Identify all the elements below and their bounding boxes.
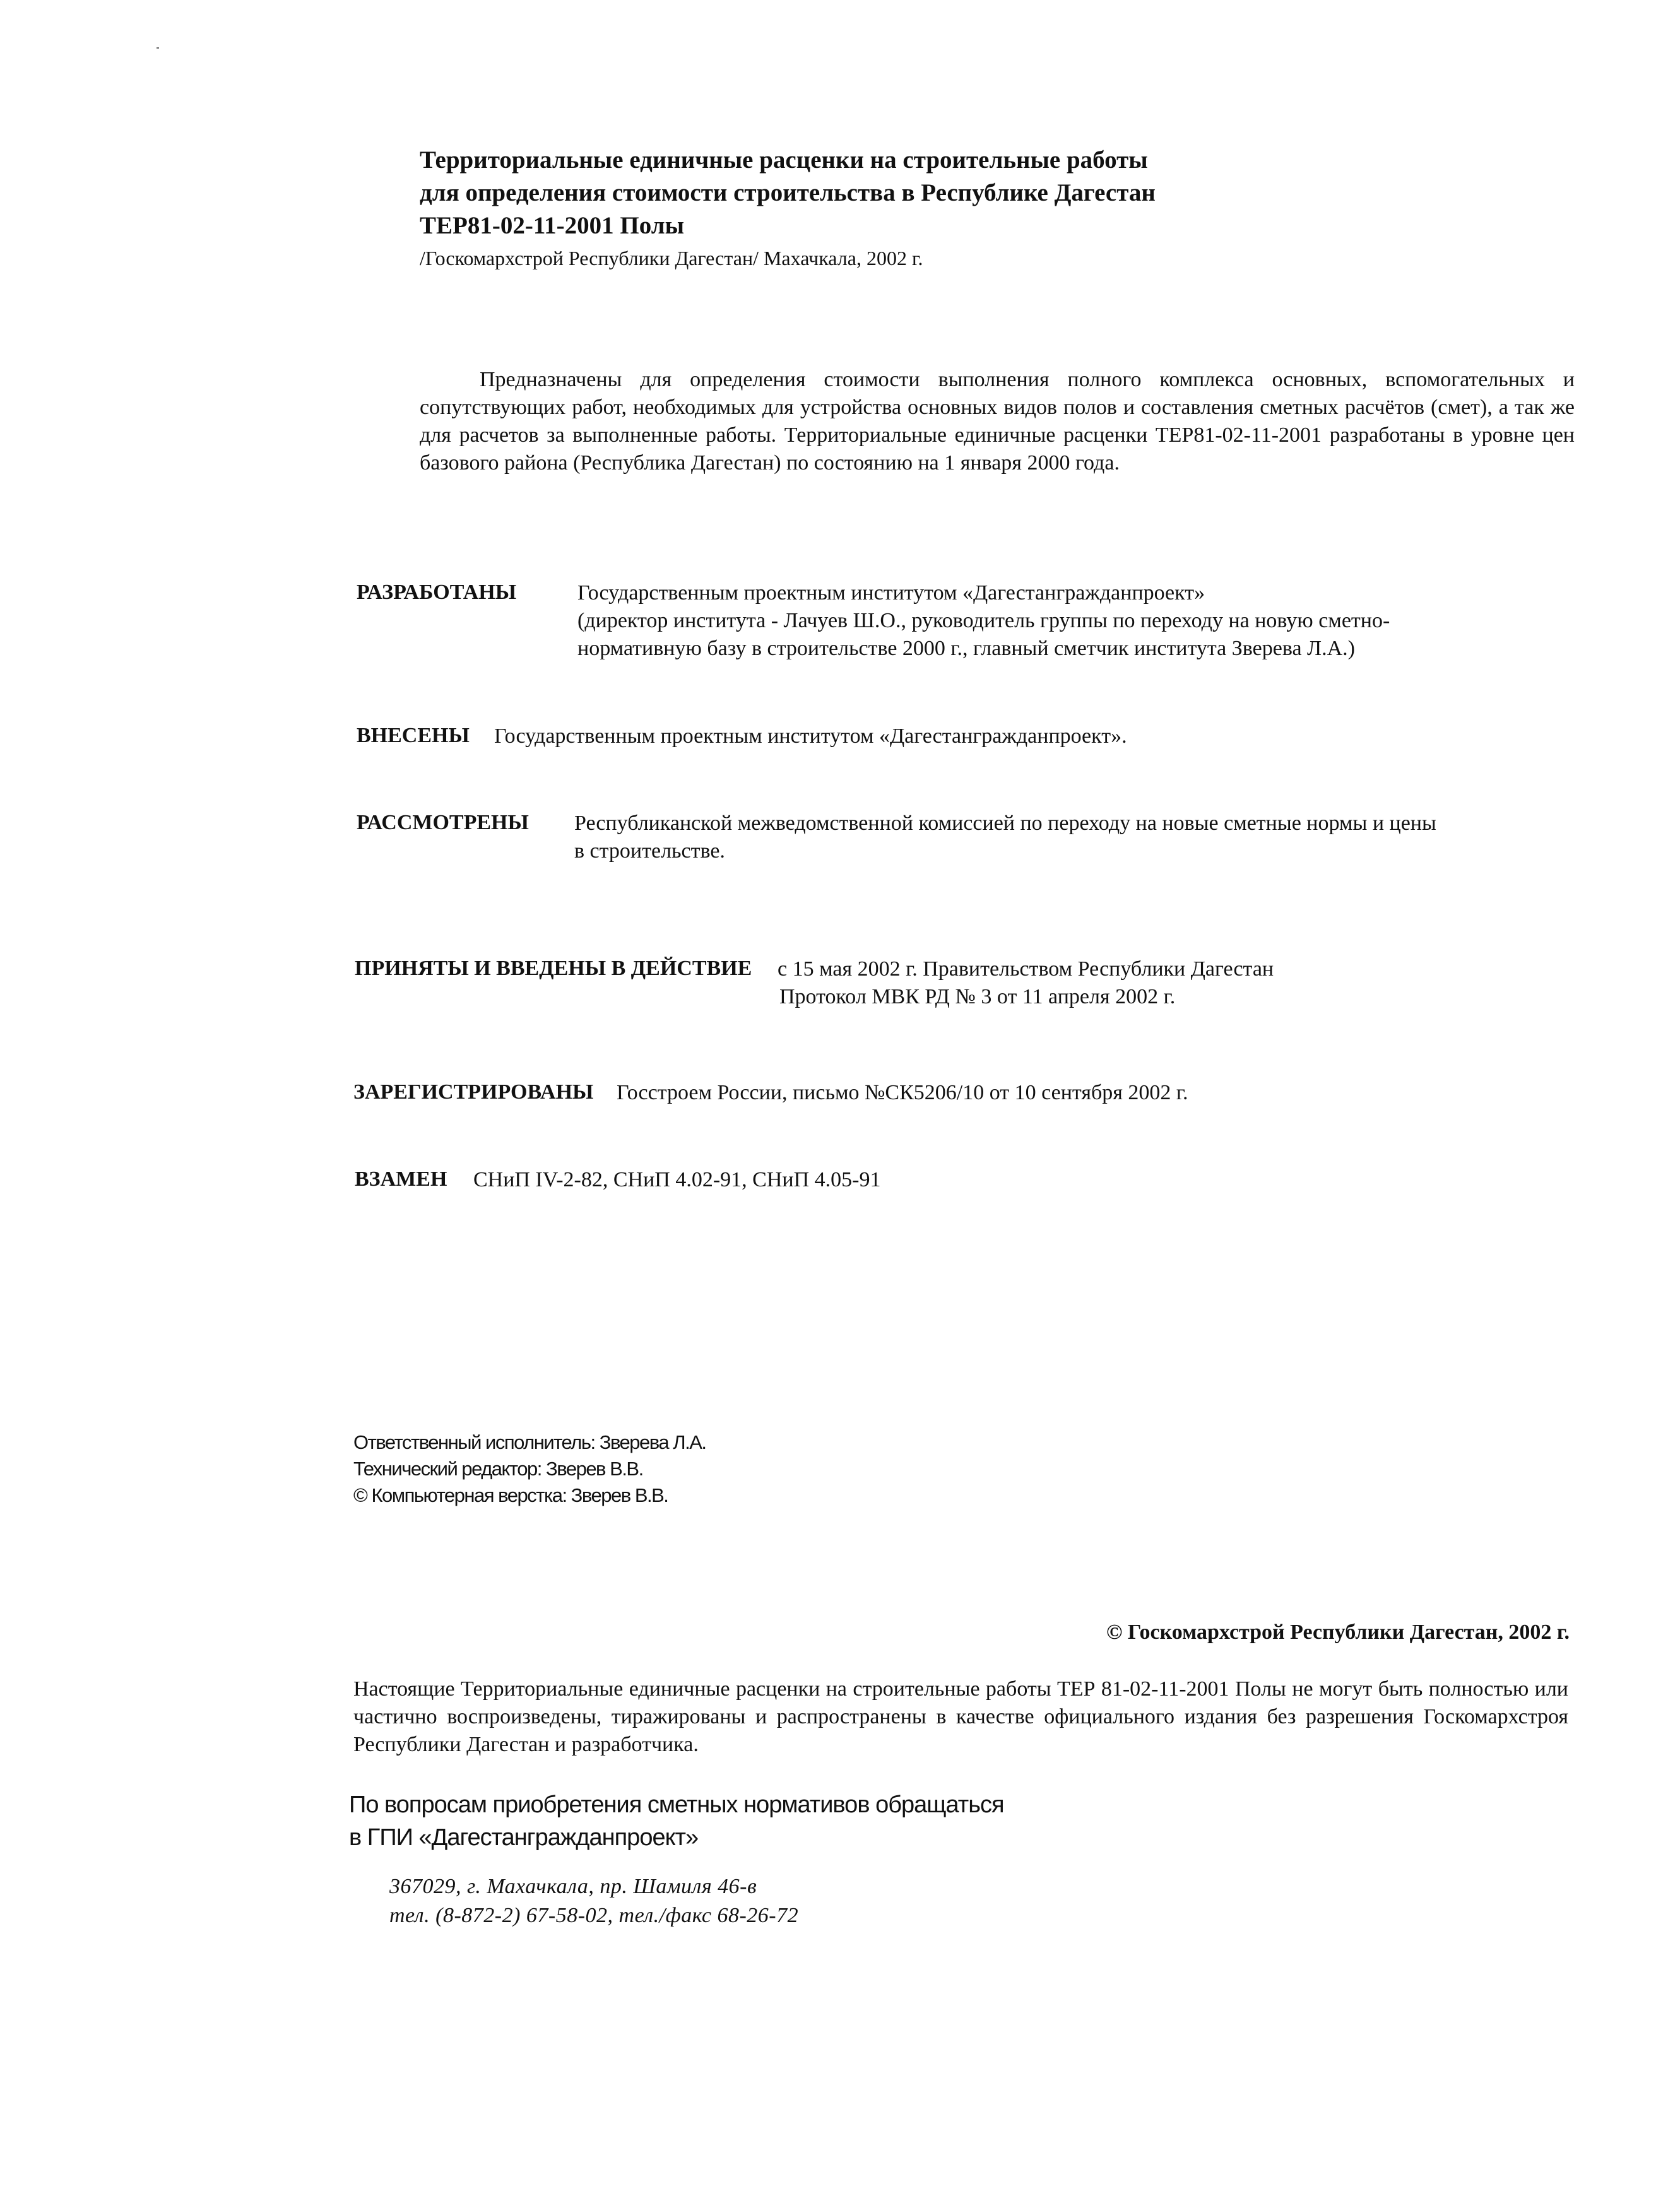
credit-tech-editor: Технический редактор: Зверев В.В. bbox=[353, 1458, 643, 1480]
contact-phone: тел. (8-872-2) 67-58-02, тел./факс 68-26-72 bbox=[389, 1904, 799, 1927]
contact-address-block bbox=[389, 1872, 798, 1930]
developed-line-1: Государственным проектным институтом «Дагестангражданпроект» bbox=[577, 581, 1205, 605]
scan-artifact bbox=[157, 47, 159, 49]
document-title-line-2: для определения стоимости строительства в Республике Дагестан bbox=[420, 179, 1156, 206]
adopted-line-1: с 15 мая 2002 г. Правительством Республики Дагестан bbox=[778, 957, 1274, 981]
intro-paragraph: Предназначены для определения стоимости выполнения полного комплекса основных, вспомогательных и сопутствующих работ, необходимых для устройства основных видов полов и составления сметных расчётов (смет), а так же для расчетов за выполненные работы. Территориальные единичные расценки ТЕР81-02-11-2001 разработаны в уровне цен базового района (Республика Дагестан) по состоянию на 1 января 2000 года. bbox=[420, 368, 1575, 475]
copyright-line: © Госкомархстрой Республики Дагестан, 2002 г. bbox=[1106, 1620, 1570, 1644]
adopted-line-2: Протокол МВК РД № 3 от 11 апреля 2002 г. bbox=[779, 985, 1176, 1008]
reviewed-line-1: Республиканской межведомственной комиссией по переходу на новые сметные нормы и цены bbox=[574, 812, 1436, 835]
contact-line-2: в ГПИ «Дагестангражданпроект» bbox=[349, 1824, 699, 1851]
contact-address: 367029, г. Махачкала, пр. Шамиля 46-в bbox=[389, 1875, 757, 1898]
developed-line-2: (директор института - Лачуев Ш.О., руководитель группы по переходу на новую сметно- bbox=[577, 609, 1390, 632]
credit-responsible: Ответственный исполнитель: Зверева Л.А. bbox=[353, 1431, 706, 1453]
replaces-label: ВЗАМЕН bbox=[355, 1167, 447, 1191]
reviewed-text bbox=[574, 810, 1436, 865]
contact-lead bbox=[349, 1788, 1004, 1854]
document-title-line-3: ТЕР81-02-11-2001 Полы bbox=[420, 212, 685, 239]
registered-text: Госстроем России, письмо №СК5206/10 от 10 сентября 2002 г. bbox=[617, 1081, 1188, 1104]
contact-line-1: По вопросам приобретения сметных нормативов обращаться bbox=[349, 1792, 1004, 1818]
credit-layout: © Компьютерная верстка: Зверев В.В. bbox=[353, 1484, 668, 1506]
introduced-label: ВНЕСЕНЫ bbox=[357, 724, 470, 747]
document-title-line-1: Территориальные единичные расценки на строительные работы bbox=[420, 146, 1148, 174]
developed-line-3: нормативную базу в строительстве 2000 г., главный сметчик института Зверева Л.А.) bbox=[577, 637, 1355, 660]
introduced-text: Государственным проектным институтом «Дагестангражданпроект». bbox=[494, 724, 1127, 748]
adopted-label: ПРИНЯТЫ И ВВЕДЕНЫ В ДЕЙСТВИЕ bbox=[355, 957, 752, 980]
registered-label: ЗАРЕГИСТРИРОВАНЫ bbox=[353, 1080, 594, 1104]
developed-label: РАЗРАБОТАНЫ bbox=[357, 581, 517, 604]
document-title-block bbox=[420, 144, 1366, 274]
reproduction-notice: Настоящие Территориальные единичные расценки на строительные работы ТЕР 81-02-11-2001 Полы не могут быть полностью или частично воспроизведены, тиражированы и распространены в качестве официального издания без разрешения Госкомархстроя Республики Дагестан и разработчика. bbox=[353, 1677, 1568, 1756]
adopted-text bbox=[778, 955, 1274, 1011]
developed-text bbox=[577, 579, 1390, 663]
reviewed-line-2: в строительстве. bbox=[574, 839, 725, 863]
replaces-text: СНиП IV-2-82, СНиП 4.02-91, СНиП 4.05-91 bbox=[473, 1168, 881, 1191]
reviewed-label: РАССМОТРЕНЫ bbox=[357, 811, 529, 834]
credits-block bbox=[353, 1429, 706, 1509]
publisher-line: /Госкомархстрой Республики Дагестан/ Махачкала, 2002 г. bbox=[420, 247, 923, 269]
